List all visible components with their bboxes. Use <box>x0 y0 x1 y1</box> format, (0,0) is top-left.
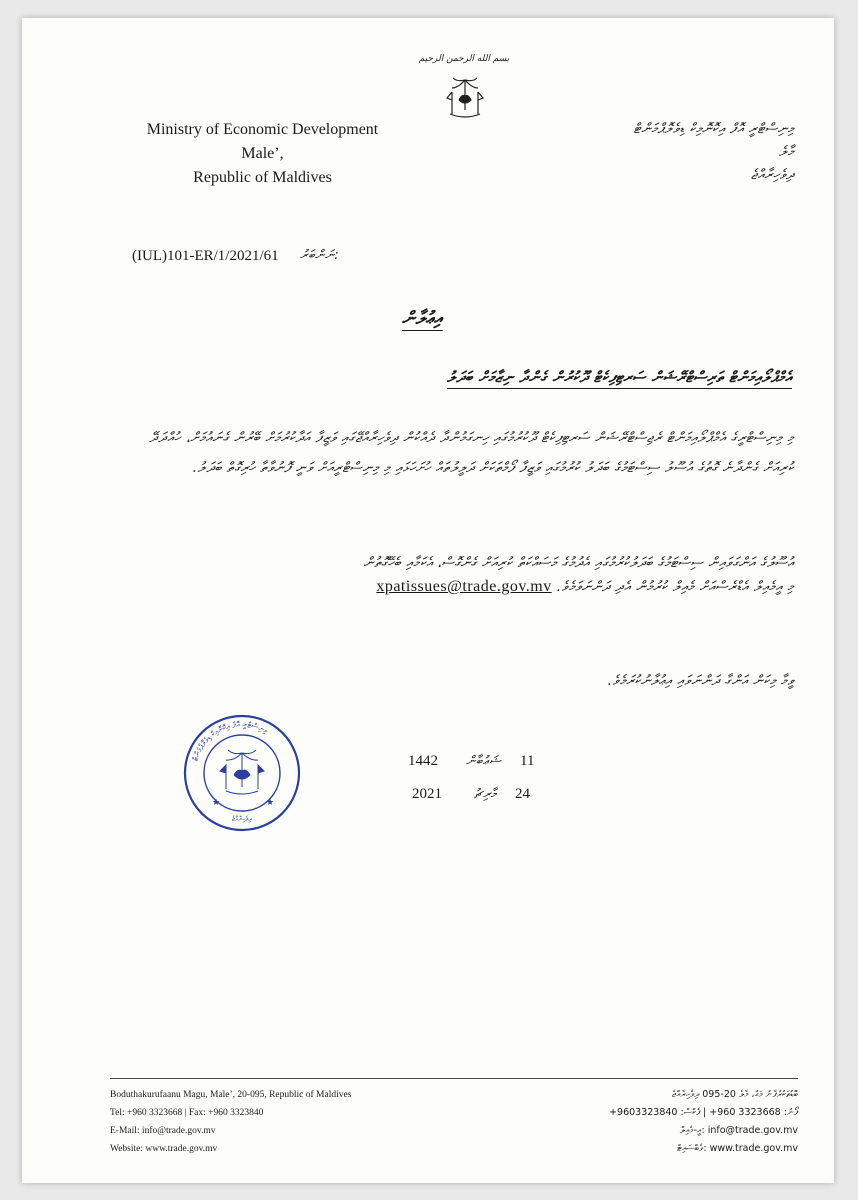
footer-dhivehi <box>582 1086 798 1158</box>
bismillah-text: بسم الله الرحمن الرحيم <box>418 54 510 64</box>
footer-email-dv: info@trade.gov.mv :އީ-މެއިލް <box>679 1125 798 1136</box>
contact-email-link[interactable]: xpatissues@trade.gov.mv <box>376 578 552 595</box>
footer-phone-dv: ފޯނު: 3323668 960+ | ފެކްސް: 9603323840+ <box>609 1107 798 1118</box>
ministry-city-line: Male’, <box>241 145 284 162</box>
subject-line: އެމްޕްލޯއިމަންޓް ތަރިސްޓްރޭޝަން ސަރޓިފިކެޓް ދޫކުރުން ގެންދާ ނިޒާމަށް ބަދަލު <box>446 368 792 386</box>
footer-email: E-Mail: info@trade.gov.mv <box>110 1126 216 1136</box>
national-emblem-icon <box>440 48 490 128</box>
ministry-country-line: Republic of Maldives <box>193 169 332 186</box>
announcement-title: އިޢުލާން <box>402 308 443 329</box>
footer-address-dv: ބޮޑުތަކުރުފާނު މަގު، މާލެ 20-095 ދިވެހިރާއްޖެ <box>671 1089 798 1100</box>
footer-divider <box>110 1078 798 1079</box>
gregorian-month: މާރިޗު <box>474 787 497 802</box>
letter-page <box>22 18 834 1183</box>
seal-outer-text: މިނިސްޓްރީ އޮފް އިކޮނޮމިކް ޑިވެލޮޕްމަންޓް <box>190 719 270 763</box>
svg-text:★: ★ <box>266 798 275 808</box>
ministry-name-dhivehi <box>542 118 794 187</box>
reference-label: ނަންބަރު: <box>300 248 340 263</box>
gregorian-year: 2021 <box>412 786 442 802</box>
seal-bottom-text: ދިވެހިރާއްޖެ <box>231 815 253 823</box>
email-instruction <box>122 578 794 596</box>
footer-website: Website: www.trade.gov.mv <box>110 1144 218 1154</box>
gregorian-day: 24 <box>515 786 530 802</box>
body-paragraph-2: އުސޫލުގެ އަންގަވައިން ސިސްޓަމުގެ ބަދަލުކުރުމުގައި އެދުމުގެ މަސައްކަތް ކުރިއަށް ގެންގޮސް، އެކަމާއި ބެހޭގޮތުން <box>363 555 794 571</box>
reference-number: (IUL)101-ER/1/2021/61 <box>132 248 279 264</box>
ministry-name-english <box>130 118 395 190</box>
official-seal-icon <box>182 713 302 833</box>
ministry-name-dv-line: މިނިސްޓްރީ އޮފް އިކޮނޮމިކް ޑިވެލޮޕްމަންޓް <box>633 121 794 137</box>
hijri-month: ޝަޢުބާން <box>466 754 502 769</box>
footer-phone-fax: Tel: +960 3323668 | Fax: +960 3323840 <box>110 1108 264 1118</box>
ministry-name-line: Ministry of Economic Development <box>146 121 379 138</box>
email-instruction-text: މި އީމެއިލް އެޑްރެސްއަށް މެއިލް ކުރުމުން އެދި ދަންނަވަމެވެ. <box>556 579 794 595</box>
body-paragraph-1: މި މިނިސްޓްރީގެ އެމްޕްލޯއިމަންޓް ރެޖިސްޓްރޭޝަން ސަރޓިފިކެޓް ދޫކުރުމުގައި ހިނގަމުންދާ ދެއްކުން ދިވެހިރާއްޖޭގައި ވަޒީފާ އަދާކުރުމަށް ބޭރުން ގެނައުމަށް، ހުއްދަދޭ ކުރިއަށް ގެންދާނެ ގޮތުގެ އުސޫލު ސިސްޓަމުގެ ބަދަލު ކުރުމުގައި ވަޒީފާ ފޯމްތަކަށް ދަލީލުތައް ހުށަހަޅައި މި މިނިސްޓްރީއަށް ވަނީ ފޮނުވާތާ ހުރިގޮތް ބަދަލު. <box>149 430 794 476</box>
ministry-country-dv-line: ދިވެހިރާއްޖެ <box>750 167 794 183</box>
footer-english <box>110 1086 351 1158</box>
hijri-year: 1442 <box>408 753 438 769</box>
ministry-city-dv-line: މާލެ <box>779 144 794 160</box>
footer-website-dv: www.trade.gov.mv :ވެބްސައިޓް <box>677 1143 798 1154</box>
closing-statement: ވީމާ މިކަން އަންގާ ދަންނަވައި އިޢުލާނުކުރަމެވެ. <box>607 673 794 689</box>
footer-address: Boduthakurufaanu Magu, Male’, 20-095, Republic of Maldives <box>110 1090 352 1100</box>
svg-text:★: ★ <box>212 798 221 808</box>
hijri-day: 11 <box>520 753 535 769</box>
